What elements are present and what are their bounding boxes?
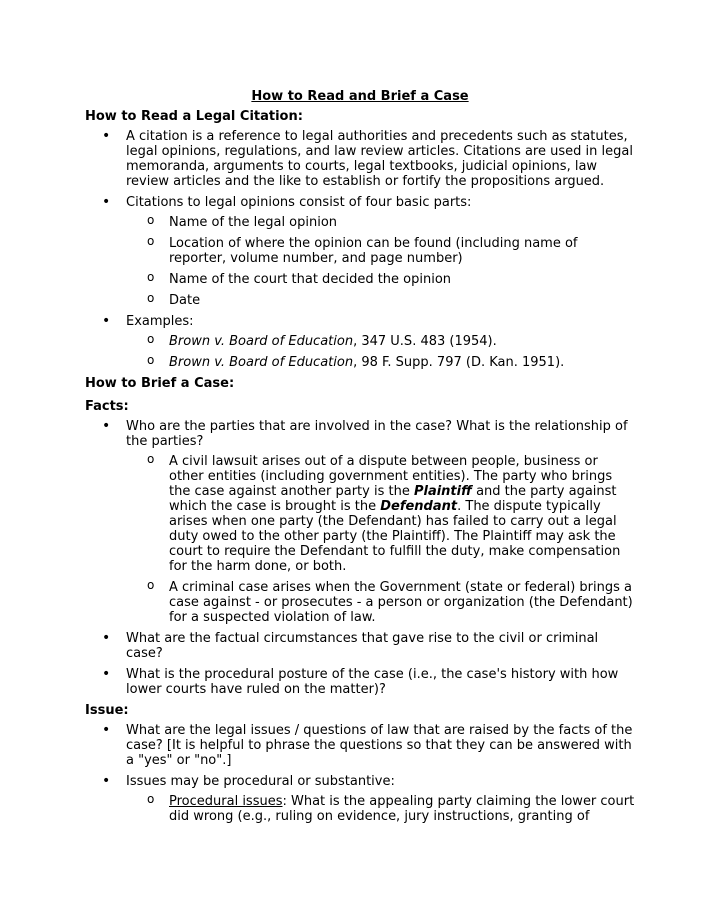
document-title: How to Read and Brief a Case	[251, 89, 469, 104]
list-item: • A citation is a reference to legal authorities and precedents such as statutes, legal opinions, regulations, and law review articles. Citations are used in legal memoranda, arguments to courts, legal textbooks, judicial opinions, law review articles and the like to establish or fortify the propositions argued.	[85, 129, 635, 189]
list-item: • What are the factual circumstances that gave rise to the civil or criminal case?	[85, 631, 635, 661]
defendant-term: Defendant	[380, 499, 458, 514]
list-item: • What are the legal issues / questions of law that are raised by the facts of the case? [It is helpful to phrase the questions so that they can be answered with a "yes" or "no".]	[85, 723, 635, 768]
issue-types-list	[126, 794, 635, 824]
issue-list	[85, 723, 635, 824]
list-item: o Brown v. Board of Education, 98 F. Supp. 797 (D. Kan. 1951).	[126, 355, 635, 370]
list-item: o A criminal case arises when the Government (state or federal) brings a case against - or prosecutes - a person or organization (the Defendant) for a suspected violation of law.	[126, 580, 635, 625]
list-item: • Who are the parties that are involved in the case? What is the relationship of the parties? o A civil lawsuit arises out of a dispute between people, business or other entities (including government entities). The party who brings the case against another party is the Plaintiff and the party against which the case is brought is the Defendant. The dispute typically arises when one party (the Defendant) has failed to carry out a legal duty owed to the other party (the Plaintiff). The Plaintiff may ask the court to require the Defendant to fulfill the duty, make compensation for the harm done, or both. o A criminal case arises when the Government (state or federal) brings a case against - or prosecutes - a person or organization (the Defendant) for a suspected violation of law.	[85, 419, 635, 625]
facts-list	[85, 419, 635, 697]
facts-heading: Facts:	[85, 399, 129, 414]
list-item: • Citations to legal opinions consist of four basic parts: o Name of the legal opinion o Location of where the opinion can be found (including name of reporter, volume number, and page number) o Name of the court that decided the opinion o Date	[85, 195, 635, 308]
list-item: o Name of the court that decided the opinion	[126, 272, 635, 287]
procedural-issues-label: Procedural issues	[169, 794, 283, 809]
list-item: o Date	[126, 293, 635, 308]
examples-list	[126, 334, 635, 370]
case-name: Brown v. Board of Education	[169, 355, 354, 370]
list-item: o A civil lawsuit arises out of a dispute between people, business or other entities (including government entities). The party who brings the case against another party is the Plaintiff and the party against which the case is brought is the Defendant. The dispute typically arises when one party (the Defendant) has failed to carry out a legal duty owed to the other party (the Plaintiff). The Plaintiff may ask the court to require the Defendant to fulfill the duty, make compensation for the harm done, or both.	[126, 454, 635, 574]
list-item: o Brown v. Board of Education, 347 U.S. 483 (1954).	[126, 334, 635, 349]
plaintiff-term: Plaintiff	[413, 484, 472, 499]
list-item: • What is the procedural posture of the case (i.e., the case's history with how lower courts have ruled on the matter)?	[85, 667, 635, 697]
citation-list	[85, 129, 635, 370]
parties-list	[126, 454, 635, 625]
citation-heading: How to Read a Legal Citation:	[85, 109, 303, 124]
issue-heading: Issue:	[85, 703, 129, 718]
list-item: • Issues may be procedural or substantive: o Procedural issues: What is the appealing party claiming the lower court did wrong (e.g., ruling on evidence, jury instructions, granting of	[85, 774, 635, 824]
list-item: o Location of where the opinion can be found (including name of reporter, volume number, and page number)	[126, 236, 635, 266]
case-name: Brown v. Board of Education	[169, 334, 354, 349]
citation-parts-list	[126, 215, 635, 308]
brief-heading: How to Brief a Case:	[85, 376, 235, 391]
list-item: • Examples: o Brown v. Board of Education, 347 U.S. 483 (1954). o Brown v. Board of Education, 98 F. Supp. 797 (D. Kan. 1951).	[85, 314, 635, 370]
document-page	[85, 89, 635, 830]
list-item: o Procedural issues: What is the appealing party claiming the lower court did wrong (e.g., ruling on evidence, jury instructions, granting of	[126, 794, 635, 824]
list-item: o Name of the legal opinion	[126, 215, 635, 230]
